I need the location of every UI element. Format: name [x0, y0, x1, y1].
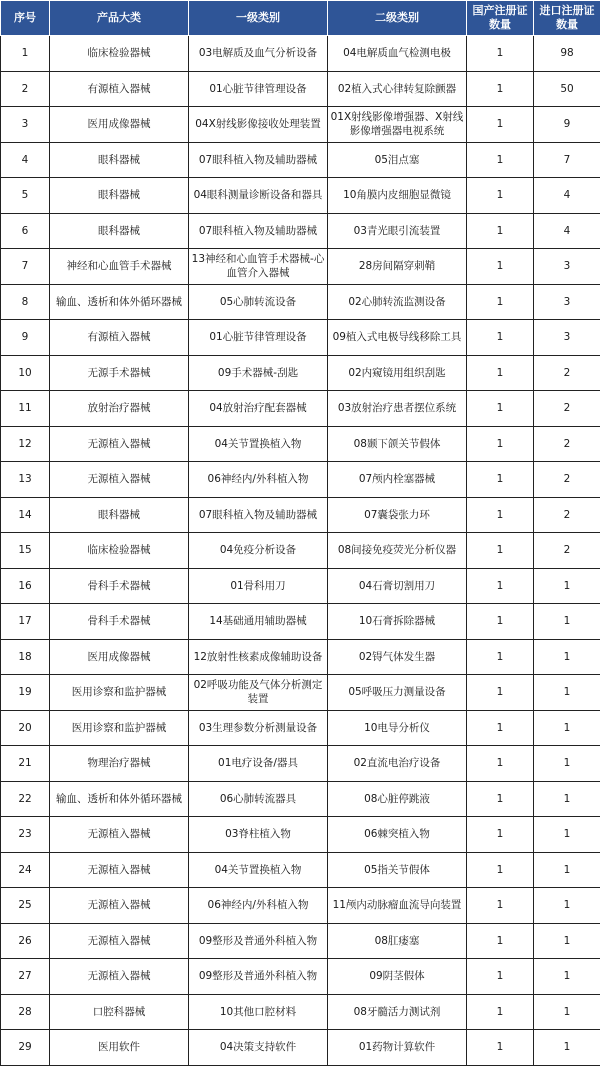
cell-import-count: 50: [534, 71, 600, 107]
table-row: [1, 746, 600, 782]
cell-product-category: 无源植入器械: [50, 852, 189, 888]
cell-level2-category: 08肛瘘塞: [328, 923, 467, 959]
table-row: [1, 781, 600, 817]
table-row: [1, 249, 600, 285]
cell-product-category: 输血、透析和体外循环器械: [50, 284, 189, 320]
cell-level1-category: 12放射性核素成像辅助设备: [189, 639, 328, 675]
cell-level2-category: 28房间隔穿刺鞘: [328, 249, 467, 285]
cell-domestic-count: 1: [467, 462, 534, 498]
cell-import-count: 2: [534, 426, 600, 462]
cell-product-category: 医用诊察和监护器械: [50, 675, 189, 711]
cell-import-count: 1: [534, 675, 600, 711]
cell-level1-category: 07眼科植入物及辅助器械: [189, 497, 328, 533]
cell-product-category: 骨科手术器械: [50, 604, 189, 640]
cell-level2-category: 02心肺转流监测设备: [328, 284, 467, 320]
cell-seq: 7: [1, 249, 50, 285]
cell-seq: 13: [1, 462, 50, 498]
cell-product-category: 放射治疗器械: [50, 391, 189, 427]
cell-product-category: 眼科器械: [50, 213, 189, 249]
cell-level1-category: 03电解质及血气分析设备: [189, 36, 328, 72]
cell-product-category: 无源植入器械: [50, 817, 189, 853]
cell-import-count: 9: [534, 107, 600, 143]
cell-import-count: 1: [534, 994, 600, 1030]
cell-import-count: 4: [534, 178, 600, 214]
cell-seq: 11: [1, 391, 50, 427]
cell-import-count: 1: [534, 959, 600, 995]
cell-domestic-count: 1: [467, 142, 534, 178]
cell-level1-category: 03生理参数分析测量设备: [189, 710, 328, 746]
cell-seq: 5: [1, 178, 50, 214]
cell-domestic-count: 1: [467, 213, 534, 249]
cell-import-count: 4: [534, 213, 600, 249]
cell-level2-category: 03放射治疗患者摆位系统: [328, 391, 467, 427]
table-header: [1, 1, 600, 36]
header-domestic-count: 国产注册证数量: [467, 1, 534, 36]
cell-level2-category: 09植入式电极导线移除工具: [328, 320, 467, 356]
cell-level2-category: 02植入式心律转复除颤器: [328, 71, 467, 107]
header-product-category: 产品大类: [50, 1, 189, 36]
table-row: [1, 107, 600, 143]
cell-domestic-count: 1: [467, 817, 534, 853]
cell-level1-category: 04决策支持软件: [189, 1030, 328, 1066]
cell-level1-category: 07眼科植入物及辅助器械: [189, 213, 328, 249]
cell-domestic-count: 1: [467, 1030, 534, 1066]
cell-seq: 28: [1, 994, 50, 1030]
table-row: [1, 284, 600, 320]
cell-level1-category: 01心脏节律管理设备: [189, 71, 328, 107]
cell-level2-category: 03青光眼引流装置: [328, 213, 467, 249]
cell-seq: 29: [1, 1030, 50, 1066]
header-level1-category: 一级类别: [189, 1, 328, 36]
cell-seq: 8: [1, 284, 50, 320]
cell-domestic-count: 1: [467, 604, 534, 640]
cell-level2-category: 08颞下颌关节假体: [328, 426, 467, 462]
cell-level1-category: 04免疫分析设备: [189, 533, 328, 569]
cell-domestic-count: 1: [467, 533, 534, 569]
cell-level1-category: 06神经内/外科植入物: [189, 888, 328, 924]
cell-level2-category: 10石膏拆除器械: [328, 604, 467, 640]
header-import-count: 进口注册证数量: [534, 1, 600, 36]
cell-level1-category: 09整形及普通外科植入物: [189, 959, 328, 995]
cell-seq: 15: [1, 533, 50, 569]
cell-level1-category: 07眼科植入物及辅助器械: [189, 142, 328, 178]
table-row: [1, 142, 600, 178]
cell-seq: 16: [1, 568, 50, 604]
cell-domestic-count: 1: [467, 249, 534, 285]
cell-level2-category: 02内窥镜用组织刮匙: [328, 355, 467, 391]
cell-domestic-count: 1: [467, 994, 534, 1030]
cell-product-category: 无源植入器械: [50, 923, 189, 959]
table-row: [1, 1030, 600, 1066]
cell-level1-category: 03脊柱植入物: [189, 817, 328, 853]
cell-domestic-count: 1: [467, 639, 534, 675]
cell-import-count: 3: [534, 249, 600, 285]
cell-level1-category: 13神经和心血管手术器械-心血管介入器械: [189, 249, 328, 285]
cell-product-category: 有源植入器械: [50, 71, 189, 107]
cell-domestic-count: 1: [467, 391, 534, 427]
cell-level1-category: 14基础通用辅助器械: [189, 604, 328, 640]
cell-seq: 21: [1, 746, 50, 782]
cell-import-count: 1: [534, 817, 600, 853]
cell-product-category: 眼科器械: [50, 142, 189, 178]
table-row: [1, 355, 600, 391]
cell-level2-category: 08心脏停跳液: [328, 781, 467, 817]
cell-product-category: 无源植入器械: [50, 888, 189, 924]
cell-level2-category: 04电解质血气检测电极: [328, 36, 467, 72]
cell-seq: 2: [1, 71, 50, 107]
cell-import-count: 1: [534, 923, 600, 959]
table-row: [1, 320, 600, 356]
cell-import-count: 2: [534, 355, 600, 391]
cell-level2-category: 01药物计算软件: [328, 1030, 467, 1066]
cell-product-category: 临床检验器械: [50, 36, 189, 72]
cell-product-category: 无源植入器械: [50, 959, 189, 995]
cell-level2-category: 07囊袋张力环: [328, 497, 467, 533]
table-row: [1, 817, 600, 853]
cell-seq: 26: [1, 923, 50, 959]
cell-domestic-count: 1: [467, 675, 534, 711]
table-row: [1, 71, 600, 107]
cell-level1-category: 04关节置换植入物: [189, 426, 328, 462]
cell-level2-category: 05泪点塞: [328, 142, 467, 178]
cell-level1-category: 10其他口腔材料: [189, 994, 328, 1030]
cell-domestic-count: 1: [467, 36, 534, 72]
cell-product-category: 眼科器械: [50, 178, 189, 214]
cell-import-count: 98: [534, 36, 600, 72]
table-row: [1, 959, 600, 995]
cell-seq: 10: [1, 355, 50, 391]
cell-import-count: 2: [534, 533, 600, 569]
header-row: [1, 1, 600, 36]
cell-import-count: 2: [534, 391, 600, 427]
cell-seq: 6: [1, 213, 50, 249]
header-seq: 序号: [1, 1, 50, 36]
cell-level2-category: 04石膏切割用刀: [328, 568, 467, 604]
cell-product-category: 医用诊察和监护器械: [50, 710, 189, 746]
table-row: [1, 533, 600, 569]
cell-seq: 27: [1, 959, 50, 995]
cell-level2-category: 08牙髓活力测试剂: [328, 994, 467, 1030]
cell-domestic-count: 1: [467, 355, 534, 391]
cell-level1-category: 04眼科测量诊断设备和器具: [189, 178, 328, 214]
cell-seq: 1: [1, 36, 50, 72]
cell-seq: 12: [1, 426, 50, 462]
table-row: [1, 568, 600, 604]
cell-seq: 17: [1, 604, 50, 640]
cell-product-category: 临床检验器械: [50, 533, 189, 569]
cell-seq: 14: [1, 497, 50, 533]
cell-domestic-count: 1: [467, 568, 534, 604]
cell-level2-category: 10电导分析仪: [328, 710, 467, 746]
cell-level1-category: 04放射治疗配套器械: [189, 391, 328, 427]
cell-seq: 3: [1, 107, 50, 143]
cell-level1-category: 04关节置换植入物: [189, 852, 328, 888]
cell-seq: 20: [1, 710, 50, 746]
cell-level2-category: 08间接免疫荧光分析仪器: [328, 533, 467, 569]
cell-product-category: 无源手术器械: [50, 355, 189, 391]
cell-level2-category: 02直流电治疗设备: [328, 746, 467, 782]
cell-import-count: 1: [534, 852, 600, 888]
cell-seq: 23: [1, 817, 50, 853]
cell-level1-category: 04X射线影像接收处理装置: [189, 107, 328, 143]
cell-seq: 22: [1, 781, 50, 817]
table-row: [1, 497, 600, 533]
cell-level1-category: 09手术器械-刮匙: [189, 355, 328, 391]
cell-domestic-count: 1: [467, 781, 534, 817]
cell-domestic-count: 1: [467, 426, 534, 462]
cell-domestic-count: 1: [467, 71, 534, 107]
cell-product-category: 眼科器械: [50, 497, 189, 533]
table-row: [1, 391, 600, 427]
cell-level2-category: 11颅内动脉瘤血流导向装置: [328, 888, 467, 924]
cell-level1-category: 09整形及普通外科植入物: [189, 923, 328, 959]
cell-level2-category: 05呼吸压力测量设备: [328, 675, 467, 711]
cell-import-count: 3: [534, 320, 600, 356]
cell-product-category: 无源植入器械: [50, 462, 189, 498]
cell-level2-category: 06棘突植入物: [328, 817, 467, 853]
table-body: [1, 36, 600, 1066]
cell-product-category: 医用成像器械: [50, 107, 189, 143]
cell-import-count: 2: [534, 497, 600, 533]
cell-product-category: 医用软件: [50, 1030, 189, 1066]
cell-domestic-count: 1: [467, 852, 534, 888]
cell-product-category: 有源植入器械: [50, 320, 189, 356]
cell-domestic-count: 1: [467, 746, 534, 782]
cell-import-count: 1: [534, 568, 600, 604]
cell-level1-category: 05心肺转流设备: [189, 284, 328, 320]
cell-domestic-count: 1: [467, 710, 534, 746]
cell-domestic-count: 1: [467, 497, 534, 533]
cell-import-count: 1: [534, 1030, 600, 1066]
cell-level2-category: 05指关节假体: [328, 852, 467, 888]
table-row: [1, 852, 600, 888]
table-row: [1, 462, 600, 498]
header-level2-category: 二级类别: [328, 1, 467, 36]
cell-level1-category: 01心脏节律管理设备: [189, 320, 328, 356]
cell-level2-category: 09阴茎假体: [328, 959, 467, 995]
cell-product-category: 医用成像器械: [50, 639, 189, 675]
cell-level1-category: 01电疗设备/器具: [189, 746, 328, 782]
cell-seq: 19: [1, 675, 50, 711]
cell-product-category: 无源植入器械: [50, 426, 189, 462]
table-row: [1, 710, 600, 746]
cell-seq: 4: [1, 142, 50, 178]
cell-import-count: 7: [534, 142, 600, 178]
cell-product-category: 口腔科器械: [50, 994, 189, 1030]
cell-seq: 25: [1, 888, 50, 924]
cell-import-count: 1: [534, 710, 600, 746]
table-row: [1, 426, 600, 462]
cell-product-category: 神经和心血管手术器械: [50, 249, 189, 285]
cell-import-count: 1: [534, 888, 600, 924]
cell-seq: 9: [1, 320, 50, 356]
table-row: [1, 888, 600, 924]
cell-level2-category: 07颅内栓塞器械: [328, 462, 467, 498]
table-row: [1, 36, 600, 72]
cell-import-count: 3: [534, 284, 600, 320]
cell-level2-category: 02锝气体发生器: [328, 639, 467, 675]
table-row: [1, 923, 600, 959]
cell-level2-category: 10角膜内皮细胞显微镜: [328, 178, 467, 214]
cell-domestic-count: 1: [467, 888, 534, 924]
table-row: [1, 675, 600, 711]
table-row: [1, 213, 600, 249]
cell-level1-category: 02呼吸功能及气体分析测定装置: [189, 675, 328, 711]
cell-product-category: 物理治疗器械: [50, 746, 189, 782]
cell-domestic-count: 1: [467, 284, 534, 320]
table-row: [1, 178, 600, 214]
cell-import-count: 1: [534, 746, 600, 782]
cell-domestic-count: 1: [467, 320, 534, 356]
table-row: [1, 604, 600, 640]
cell-import-count: 2: [534, 462, 600, 498]
cell-level1-category: 06心肺转流器具: [189, 781, 328, 817]
cell-import-count: 1: [534, 604, 600, 640]
cell-domestic-count: 1: [467, 178, 534, 214]
cell-seq: 24: [1, 852, 50, 888]
cell-seq: 18: [1, 639, 50, 675]
cell-domestic-count: 1: [467, 959, 534, 995]
cell-import-count: 1: [534, 639, 600, 675]
cell-level2-category: 01X射线影像增强器、X射线影像增强器电视系统: [328, 107, 467, 143]
table-row: [1, 639, 600, 675]
cell-level1-category: 01骨科用刀: [189, 568, 328, 604]
cell-level1-category: 06神经内/外科植入物: [189, 462, 328, 498]
cell-product-category: 骨科手术器械: [50, 568, 189, 604]
cell-domestic-count: 1: [467, 923, 534, 959]
cell-product-category: 输血、透析和体外循环器械: [50, 781, 189, 817]
cell-domestic-count: 1: [467, 107, 534, 143]
cell-import-count: 1: [534, 781, 600, 817]
table-row: [1, 994, 600, 1030]
